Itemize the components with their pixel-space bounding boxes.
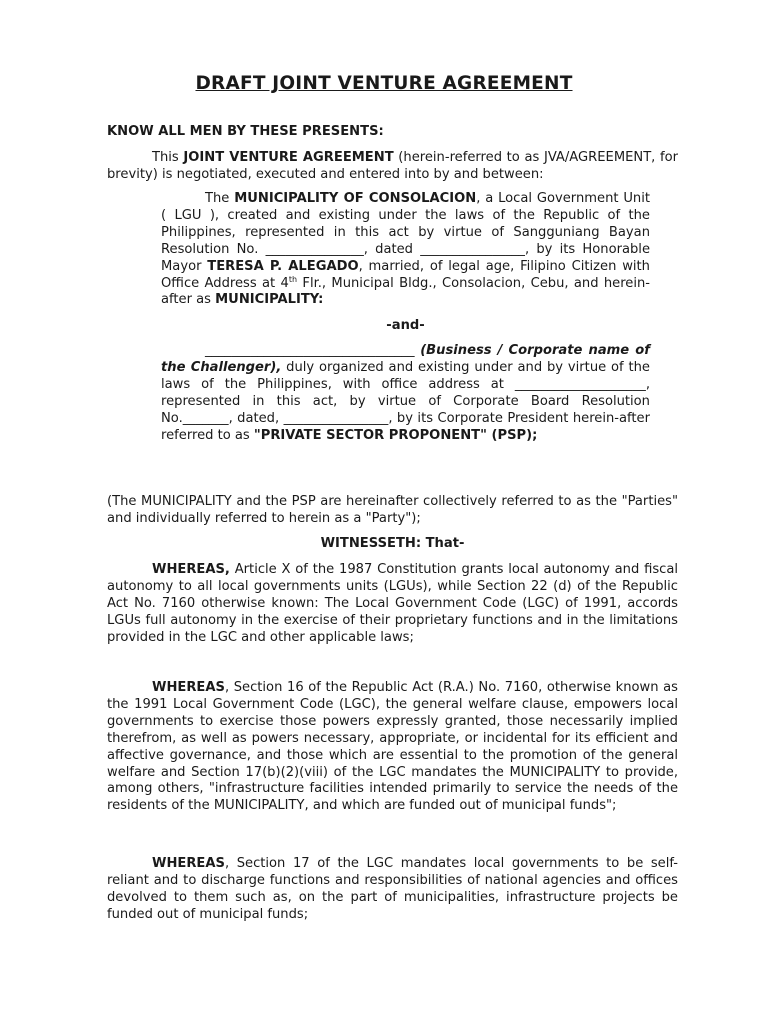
party2-text: duly organized and existing under and by virtue of the laws of the Philippines, with office address at ____________________, represented in this act, by virtue of Corporate Board Resolution No._______, dated, ________________, by its Corporate President herein-after referred to as xyxy=(161,359,650,443)
floor-superscript: th xyxy=(288,274,298,284)
party1-text-4: Flr., Municipal Bldg., Consolacion, Cebu, and herein-after as xyxy=(161,275,651,308)
intro-agreement-name: JOINT VENTURE AGREEMENT xyxy=(183,150,394,165)
intro-paragraph xyxy=(107,150,678,184)
whereas-text: Article X of the 1987 Constitution grants local autonomy and fiscal autonomy to all local governments units (LGUs), while Section 22 (d) of the Republic Act No. 7160 otherwise known: The Local Government Code (LGC) of 1991, accords LGUs full autonomy in the exercise of their proprietary functions and in the limitations provided in the LGC and other applicable laws; xyxy=(107,562,678,645)
party-municipality xyxy=(161,191,650,309)
party2-blank: ________________________________ xyxy=(205,343,421,358)
whereas-label: WHEREAS xyxy=(152,680,225,695)
intro-text-1: This xyxy=(152,150,184,165)
whereas-text: , Section 16 of the Republic Act (R.A.) No. 7160, otherwise known as the 1991 Local Government Code (LGC), the general welfare clause, empowers local governments to exercise those powers expressly granted, those necessarily implied therefrom, as well as powers necessary, appropriate, or incidental for its efficient and affective governance, and those which are essential to the promotion of the general welfare and Section 17(b)(2)(viii) of the LGC mandates the MUNICIPALITY to provide, among others, "infrastructure facilities intended primarily to service the needs of the residents of the MUNICIPALITY, and which are funded out of municipal funds"; xyxy=(107,680,678,814)
party1-text-2: , a Local Government Unit ( LGU ), created and existing under the laws of the Republic of the Philippines, represented in this act by virtue of Sangguniang Bayan Resolution No. _______________, dated ________________, by its Honorable Mayor xyxy=(161,191,650,274)
party1-text-1: The xyxy=(205,191,235,206)
intro-text-2: (herein-referred to as JVA/AGREEMENT, for brevity) is negotiated, executed and entered into by and between: xyxy=(107,150,679,182)
mayor-name: TERESA P. ALEGADO xyxy=(207,258,359,274)
witnesseth-text: WITNESSETH: That- xyxy=(320,536,465,551)
preamble-text: KNOW ALL MEN BY THESE PRESENTS: xyxy=(107,124,384,139)
whereas-clause-2 xyxy=(107,680,678,815)
municipality-name: MUNICIPALITY OF CONSOLACION xyxy=(234,191,477,206)
psp-designation: "PRIVATE SECTOR PROPONENT" (PSP); xyxy=(253,427,538,443)
whereas-text: , Section 17 of the LGC mandates local governments to be self-reliant and to discharge functions and responsibilities of national agencies and offices devolved to them such as, on the part of municipalities, infrastructure projects be funded out of municipal funds; xyxy=(107,856,678,922)
whereas-label: WHEREAS, xyxy=(152,562,230,577)
challenger-name-placeholder: (Business / Corporate name of the Challenger), xyxy=(161,343,650,375)
parties-definition: (The MUNICIPALITY and the PSP are hereinafter collectively referred to as the "Parties" and individually referred to herein as a "Party"); xyxy=(107,494,678,526)
and-label: -and- xyxy=(386,318,425,333)
witnesseth-heading xyxy=(107,536,678,553)
party-proponent xyxy=(161,343,650,444)
document-title: DRAFT JOINT VENTURE AGREEMENT xyxy=(195,73,573,94)
preamble xyxy=(107,124,678,141)
party1-text-3: , married, of legal age, Filipino Citizen with Office Address at 4 xyxy=(161,258,650,291)
municipality-designation: MUNICIPALITY: xyxy=(215,292,324,308)
whereas-label: WHEREAS xyxy=(152,856,225,871)
whereas-clause-3 xyxy=(107,856,678,924)
whereas-clause-1 xyxy=(107,562,678,647)
and-separator xyxy=(161,318,650,335)
